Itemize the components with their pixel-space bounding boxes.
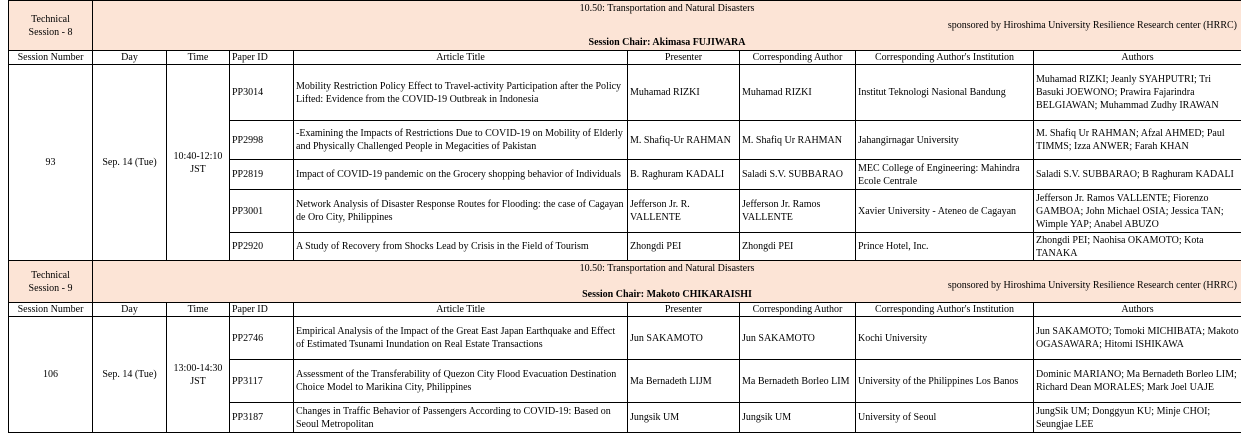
session-info xyxy=(93,1,1241,51)
article-title: Mobility Restriction Policy Effect to Travel-activity Participation after the Policy Lifted: Evidence from the COVID-19 Outbreak in Indonesia xyxy=(294,65,628,121)
time-cell xyxy=(167,317,230,433)
authors: Dominic MARIANO; Ma Bernadeth Borleo LIM; Richard Dean MORALES; Mark Joel UAJE xyxy=(1034,360,1241,403)
time-range: 10:40-12:10 xyxy=(173,150,223,162)
header-article-title: Article Title xyxy=(294,51,628,65)
header-paper-id: Paper ID xyxy=(230,303,294,317)
time-zone: JST xyxy=(190,163,206,175)
header-article-title: Article Title xyxy=(294,303,628,317)
presenter: Zhongdi PEI xyxy=(628,233,740,261)
session-sponsor: sponsored by Hiroshima University Resilience Research center (HRRC) xyxy=(947,20,1237,31)
table-row xyxy=(9,65,1241,121)
header-session-number: Session Number xyxy=(9,303,93,317)
corresponding-author: Muhamad RIZKI xyxy=(740,65,856,121)
session-8-header xyxy=(9,1,1241,51)
authors: Jefferson Jr. Ramos VALLENTE; Fiorenzo GAMBOA; John Michael OSIA; Jessica TAN; Wimple YAP; Anabel ABUZO xyxy=(1034,190,1241,233)
column-header-row xyxy=(9,51,1241,65)
header-presenter: Presenter xyxy=(628,51,740,65)
session-label xyxy=(9,1,93,51)
presenter: M. Shafiq-Ur RAHMAN xyxy=(628,121,740,160)
time-cell xyxy=(167,65,230,261)
header-institution: Corresponding Author's Institution xyxy=(856,51,1034,65)
article-title: A Study of Recovery from Shocks Lead by Crisis in the Field of Tourism xyxy=(294,233,628,261)
presenter: Jefferson Jr. R. VALLENTE xyxy=(628,190,740,233)
authors: M. Shafiq Ur RAHMAN; Afzal AHMED; Paul TIMMS; Izza ANWER; Farah KHAN xyxy=(1034,121,1241,160)
authors: JungSik UM; Donggyun KU; Minje CHOI; Seungjae LEE xyxy=(1034,403,1241,433)
header-corresponding-author: Corresponding Author xyxy=(740,51,856,65)
day-cell: Sep. 14 (Tue) xyxy=(93,317,167,433)
session-label-line1: Technical xyxy=(31,13,70,25)
article-title: Network Analysis of Disaster Response Routes for Flooding: the case of Cagayan de Oro City, Philippines xyxy=(294,190,628,233)
paper-id: PP3014 xyxy=(230,65,294,121)
paper-id: PP2998 xyxy=(230,121,294,160)
institution: University of Seoul xyxy=(856,403,1034,433)
institution: Xavier University - Ateneo de Cagayan xyxy=(856,190,1034,233)
institution: Prince Hotel, Inc. xyxy=(856,233,1034,261)
header-authors: Authors xyxy=(1034,51,1241,65)
session-number-cell: 106 xyxy=(9,317,93,433)
time-zone: JST xyxy=(190,375,206,387)
authors: Saladi S.V. SUBBARAO; B Raghuram KADALI xyxy=(1034,160,1241,190)
corresponding-author: Zhongdi PEI xyxy=(740,233,856,261)
session-number-cell: 93 xyxy=(9,65,93,261)
institution: MEC College of Engineering: Mahindra Ecole Centrale xyxy=(856,160,1034,190)
presenter: Jun SAKAMOTO xyxy=(628,317,740,360)
presenter: B. Raghuram KADALI xyxy=(628,160,740,190)
header-corresponding-author: Corresponding Author xyxy=(740,303,856,317)
paper-id: PP2746 xyxy=(230,317,294,360)
article-title: -Examining the Impacts of Restrictions Due to COVID-19 on Mobility of Elderly and Physically Challenged People in Megacities of Pakistan xyxy=(294,121,628,160)
header-day: Day xyxy=(93,51,167,65)
paper-id: PP3117 xyxy=(230,360,294,403)
presenter: Muhamad RIZKI xyxy=(628,65,740,121)
presenter: Ma Bernadeth LIJM xyxy=(628,360,740,403)
paper-id: PP3001 xyxy=(230,190,294,233)
authors: Jun SAKAMOTO; Tomoki MICHIBATA; Makoto OGASAWARA; Hitomi ISHIKAWA xyxy=(1034,317,1241,360)
institution: Kochi University xyxy=(856,317,1034,360)
session-chair: Session Chair: Akimasa FUJIWARA xyxy=(588,37,746,48)
day-cell: Sep. 14 (Tue) xyxy=(93,65,167,261)
header-presenter: Presenter xyxy=(628,303,740,317)
paper-id: PP2819 xyxy=(230,160,294,190)
article-title: Empirical Analysis of the Impact of the Great East Japan Earthquake and Effect of Estimated Tsunami Inundation on Real Estate Transactions xyxy=(294,317,628,360)
session-9-header xyxy=(9,261,1241,303)
article-title: Impact of COVID-19 pandemic on the Grocery shopping behavior of Individuals xyxy=(294,160,628,190)
schedule-table xyxy=(8,0,1241,433)
paper-id: PP3187 xyxy=(230,403,294,433)
institution: Jahangirnagar University xyxy=(856,121,1034,160)
header-authors: Authors xyxy=(1034,303,1241,317)
header-paper-id: Paper ID xyxy=(230,51,294,65)
session-info xyxy=(93,261,1241,303)
article-title: Changes in Traffic Behavior of Passengers According to COVID-19: Based on Seoul Metropolitan xyxy=(294,403,628,433)
authors: Muhamad RIZKI; Jeanly SYAHPUTRI; Tri Basuki JOEWONO; Prawira Fajarindra BELGIAWAN; Muhammad Zudhy IRAWAN xyxy=(1034,65,1241,121)
column-header-row xyxy=(9,303,1241,317)
corresponding-author: Jungsik UM xyxy=(740,403,856,433)
session-topic: 10.50: Transportation and Natural Disasters xyxy=(579,3,755,14)
time-range: 13:00-14:30 xyxy=(173,362,223,374)
schedule-page xyxy=(8,0,1241,433)
header-time: Time xyxy=(167,303,230,317)
header-time: Time xyxy=(167,51,230,65)
paper-id: PP2920 xyxy=(230,233,294,261)
header-session-number: Session Number xyxy=(9,51,93,65)
table-row xyxy=(9,317,1241,360)
corresponding-author: M. Shafiq Ur RAHMAN xyxy=(740,121,856,160)
header-institution: Corresponding Author's Institution xyxy=(856,303,1034,317)
authors: Zhongdi PEI; Naohisa OKAMOTO; Kota TANAKA xyxy=(1034,233,1241,261)
session-label xyxy=(9,261,93,303)
session-label-line2: Session - 8 xyxy=(28,26,73,38)
session-sponsor: sponsored by Hiroshima University Resilience Research center (HRRC) xyxy=(947,280,1237,291)
article-title: Assessment of the Transferability of Quezon City Flood Evacuation Destination Choice Model to Marikina City, Philippines xyxy=(294,360,628,403)
presenter: Jungsik UM xyxy=(628,403,740,433)
header-day: Day xyxy=(93,303,167,317)
session-topic: 10.50: Transportation and Natural Disasters xyxy=(579,263,755,274)
session-label-line2: Session - 9 xyxy=(28,282,73,294)
session-chair: Session Chair: Makoto CHIKARAISHI xyxy=(582,289,752,300)
corresponding-author: Ma Bernadeth Borleo LIM xyxy=(740,360,856,403)
institution: University of the Philippines Los Banos xyxy=(856,360,1034,403)
corresponding-author: Jefferson Jr. Ramos VALLENTE xyxy=(740,190,856,233)
corresponding-author: Saladi S.V. SUBBARAO xyxy=(740,160,856,190)
session-label-line1: Technical xyxy=(31,269,70,281)
institution: Institut Teknologi Nasional Bandung xyxy=(856,65,1034,121)
corresponding-author: Jun SAKAMOTO xyxy=(740,317,856,360)
